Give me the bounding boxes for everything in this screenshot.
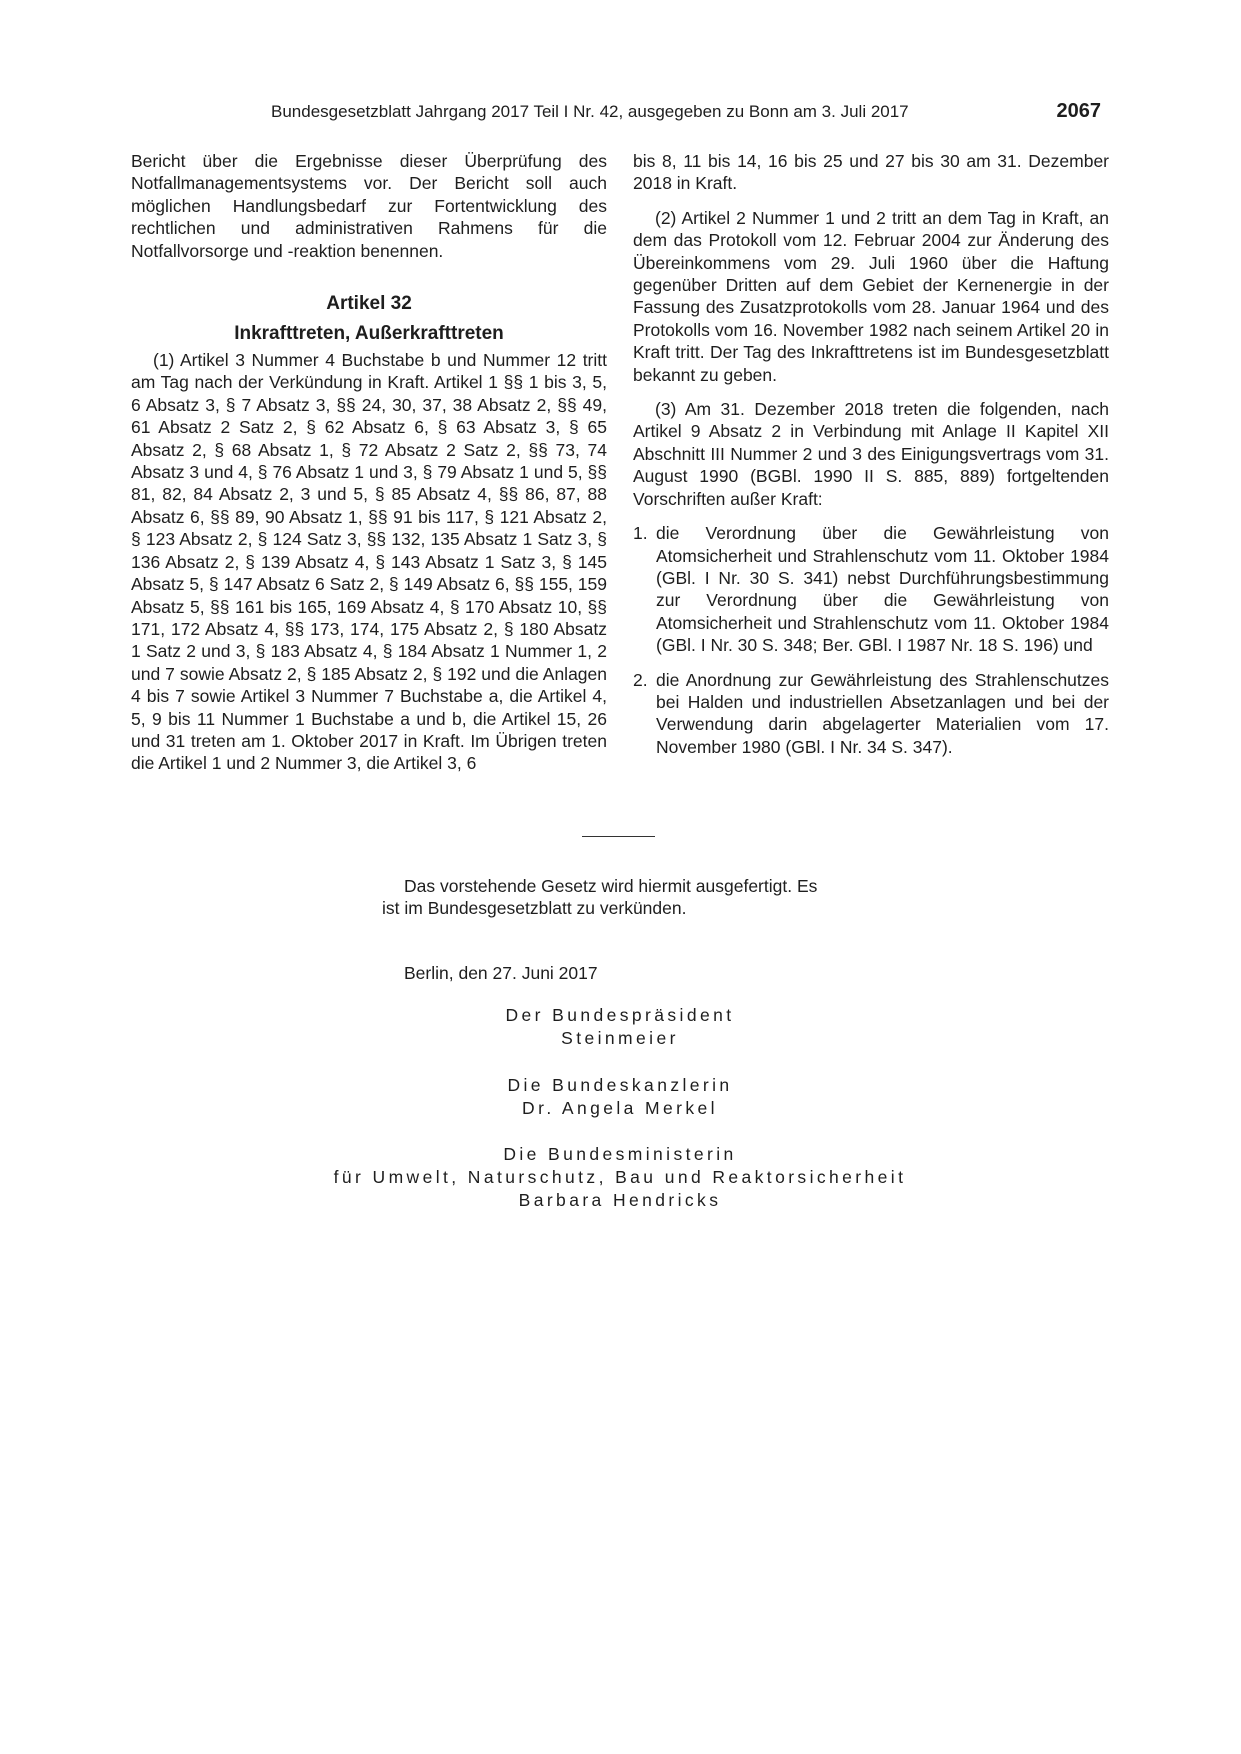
signatory-role: Die Bundesministerin [503,1144,737,1164]
enactment-line-1: Das vorstehende Gesetz wird hiermit ausgefertigt. Es [404,876,818,896]
page-number: 2067 [1056,100,1101,122]
list-item-number: 1. [633,523,648,544]
signatory-name: Barbara Hendricks [518,1190,722,1210]
continuation-text: bis 8, 11 bis 14, 16 bis 25 und 27 bis 30 am 31. Dezember 2018 in Kraft. [633,151,1109,194]
signatory-name: Dr. Angela Merkel [522,1098,718,1118]
article-title: Inkrafttreten, Außerkrafttreten [234,323,504,345]
running-title: Bundesgesetzblatt Jahrgang 2017 Teil I Nr. 42, ausgegeben zu Bonn am 3. Juli 2017 [271,102,909,121]
separator-rule [582,836,655,837]
list-item [633,669,1109,759]
list-item-number: 2. [633,669,648,690]
list-item-text: die Anordnung zur Gewährleistung des Strahlenschutzes bei Halden und industriellen Absetzanlagen und bei der Verwendung darin abgelagerter Materialien vom 17. November 1980 (GBl. I Nr. 34 S. 347). [656,669,1109,757]
page-header [131,100,1101,124]
article-number: Artikel 32 [326,293,412,315]
repealed-regulations-list [633,522,1109,758]
list-item [633,522,1109,656]
paragraph-2: (2) Artikel 2 Nummer 1 und 2 tritt an dem Tag in Kraft, an dem das Protokoll vom 12. Februar 2004 zur Änderung des Übereinkommens vom 29. Juli 1960 über die Haftung gegenüber Dritten auf dem Gebiet der Kernenergie in der Fassung des Zusatzprotokolls vom 28. Januar 1964 und des Protokolls vom 16. November 1982 nach seinem Artikel 20 in Kraft tritt. Der Tag des Inkrafttretens ist im Bundesgesetzblatt bekannt zu geben. [633,207,1109,385]
signatory-name: Steinmeier [561,1028,679,1048]
enactment-line-2: ist im Bundesgesetzblatt zu verkünden. [382,898,687,919]
paragraph-1: (1) Artikel 3 Nummer 4 Buchstabe b und Nummer 12 tritt am Tag nach der Verkündung in Kraft. Artikel 1 §§ 1 bis 3, 5, 6 Absatz 3, § 7 Absatz 3, §§ 24, 30, 37, 38 Absatz 2, §§ 49, 61 Absatz 2 Satz 2, § 62 Absatz 6, § 63 Absatz 3, § 65 Absatz 2, § 68 Absatz 1, § 72 Absatz 2 Satz 2, §§ 73, 74 Absatz 3 und 4, § 76 Absatz 1 und 3, § 79 Absatz 1 und 5, §§ 81, 82, 84 Absatz 2, 3 und 5, § 85 Absatz 4, §§ 86, 87, 88 Absatz 6, §§ 89, 90 Absatz 1, §§ 91 bis 117, § 121 Absatz 2, § 123 Absatz 2, § 124 Satz 3, §§ 132, 135 Absatz 1 Satz 3, § 136 Absatz 2, § 139 Absatz 4, § 143 Absatz 1 Satz 3, § 145 Absatz 5, § 147 Absatz 6 Satz 2, § 149 Absatz 6, §§ 155, 159 Absatz 5, §§ 161 bis 165, 169 Absatz 4, § 170 Absatz 10, §§ 171, 172 Absatz 4, §§ 173, 174, 175 Absatz 2, § 180 Absatz 1 Satz 2 und 3, § 183 Absatz 4, § 184 Absatz 1 Nummer 1, 2 und 7 sowie Absatz 2, § 185 Absatz 2, § 192 und die Anlagen 4 bis 7 sowie Artikel 3 Nummer 7 Buchstabe a, die Artikel 4, 5, 9 bis 11 Nummer 1 Buchstabe a und b, die Artikel 15, 26 und 31 treten am 1. Oktober 2017 in Kraft. Im Übrigen treten die Artikel 1 und 2 Nummer 3, die Artikel 3, 6 [131,350,607,774]
enactment-formula [382,875,862,920]
paragraph-3: (3) Am 31. Dezember 2018 treten die folgenden, nach Artikel 9 Absatz 2 in Verbindung mit Anlage II Kapitel XII Abschnitt III Nummer 2 und 3 des Einigungsvertrags vom 31. August 1990 (BGBl. 1990 II S. 885, 889) fortgeltenden Vorschriften außer Kraft: [633,399,1109,509]
continuation-text: Bericht über die Ergebnisse dieser Überprüfung des Notfallmanagementsystems vor. Der Bericht soll auch möglichen Handlungsbedarf zur Fortentwicklung des rechtlichen und administrativen Rahmens für die Notfallvorsorge und -reaktion benennen. [131,151,607,261]
signature-block-chancellor [220,1074,1020,1120]
signatory-role: Die Bundeskanzlerin [507,1075,733,1095]
list-item-text: die Verordnung über die Gewährleistung von Atomsicherheit und Strahlenschutz vom 11. Oktober 1984 (GBl. I Nr. 30 S. 341) nebst Durchführungsbestimmung zur Verordnung über die Gewährleistung von Atomsicherheit und Strahlenschutz vom 11. Oktober 1984 (GBl. I Nr. 30 S. 348; Ber. GBl. I 1987 Nr. 18 S. 196) und [656,523,1109,656]
right-column [633,150,1109,758]
signature-block-president [220,1004,1020,1050]
place-and-date: Berlin, den 27. Juni 2017 [404,963,598,983]
left-column [131,150,607,775]
signature-block-minister [220,1143,1020,1212]
signatory-role: Der Bundespräsident [505,1005,735,1025]
signatory-ministry: für Umwelt, Naturschutz, Bau und Reaktorsicherheit [333,1167,907,1187]
